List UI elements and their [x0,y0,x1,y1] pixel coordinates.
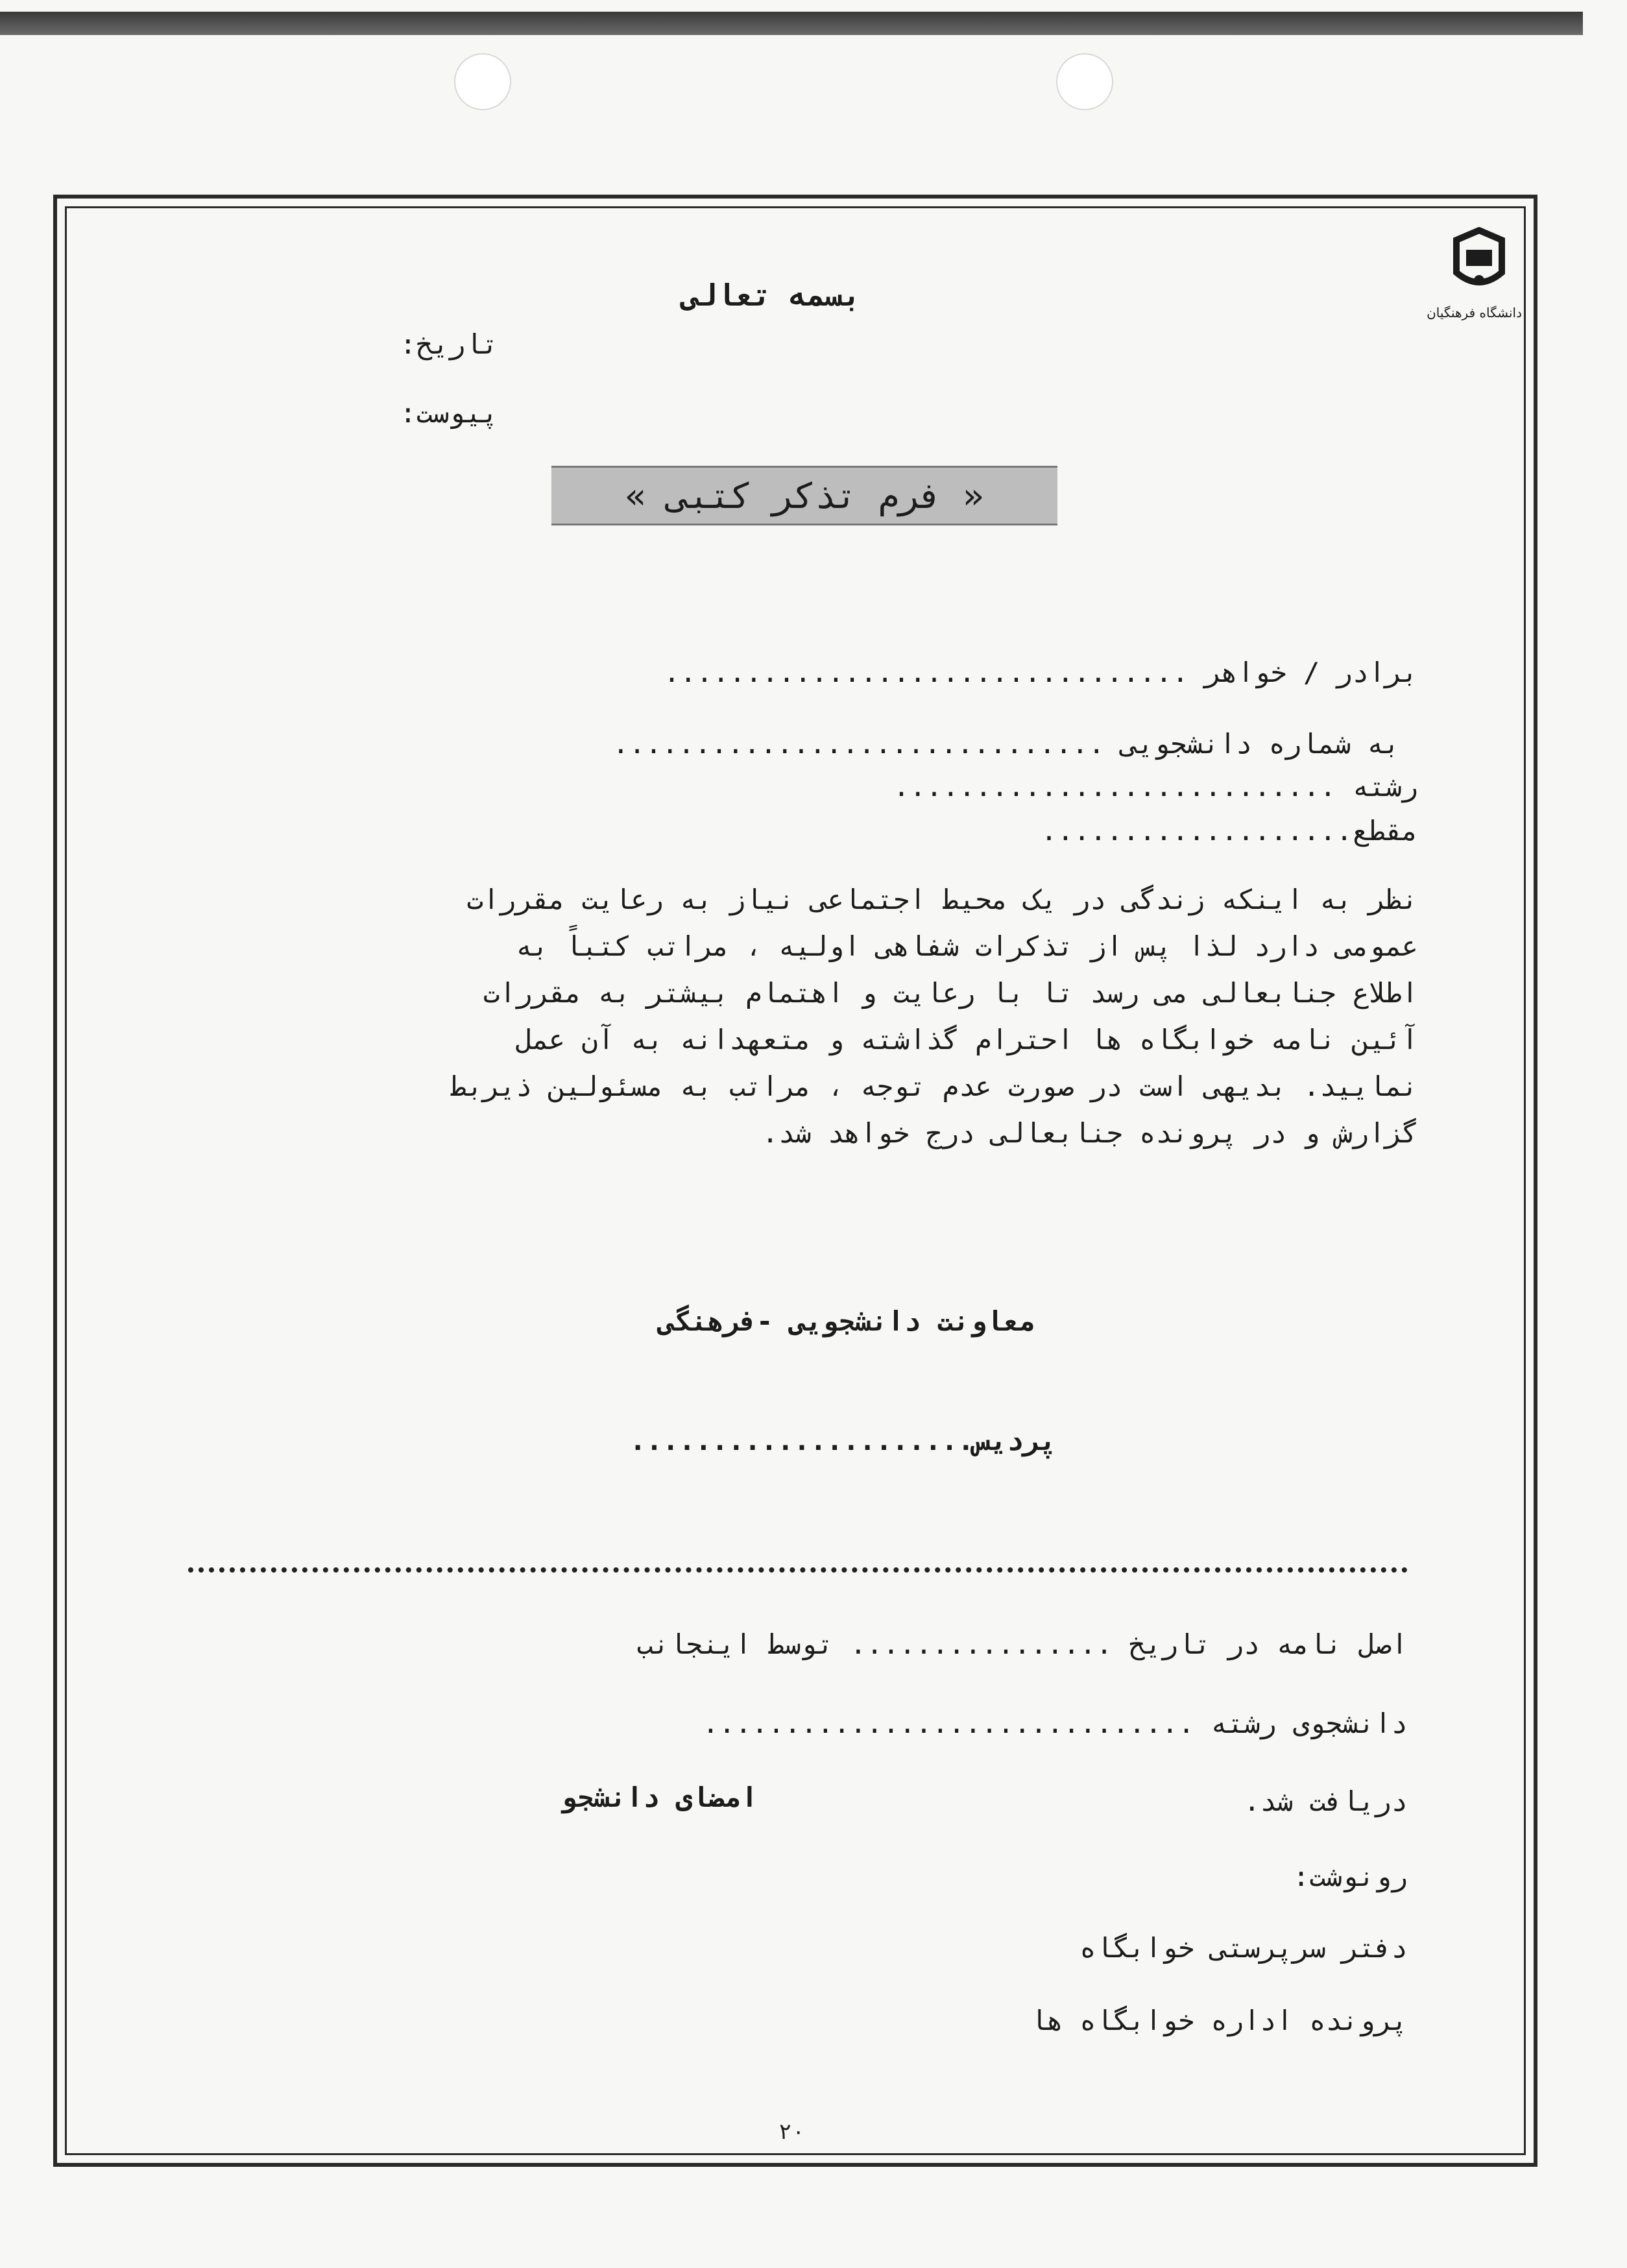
page-number: ۲۰ [778,2119,805,2145]
body-line: نمایید. بدیهی است در صورت عدم توجه ، مراتب به مسئولین ذیربط [450,1070,1418,1102]
body-line: گزارش و در پرونده جنابعالی درج خواهد شد. [762,1117,1418,1149]
form-title-box [551,466,1057,525]
copy-recipient: دفتر سرپرستی خوابگاه [1079,1932,1408,1964]
receipt-line-1: اصل نامه در تاریخ ................ توسط اینجانب [636,1628,1408,1660]
logo-caption: دانشگاه فرهنگیان [1427,305,1522,320]
sibling-line: برادر / خواهر ................................ [663,657,1418,688]
field-line: رشته ........................... [893,771,1418,802]
punch-hole [454,53,511,110]
body-line: نظر به اینکه زندگی در یک محیط اجتماعی نیاز به رعایت مقررات [466,884,1418,915]
copies-label: رونوشت: [1292,1861,1408,1892]
body-line: آئین نامه خوابگاه ها احترام گذاشته و متعهدانه به آن عمل [516,1024,1418,1056]
student-number-line: به شماره دانشجویی .............................. [612,728,1400,760]
signatory-office: معاونت دانشجویی -فرهنگی [658,1305,1035,1337]
student-signature-label: امضای دانشجو [560,1781,758,1813]
copy-recipient: پرونده اداره خوابگاه ها [1030,2005,1408,2036]
form-title: « فرم تذکر کتبی » [625,475,984,516]
level-line: مقطع................... [1041,815,1418,847]
invocation: بسمه تعالی [681,278,861,313]
body-line: اطلاع جنابعالی می رسد تا با رعایت و اهتمام بیشتر به مقررات [483,977,1418,1009]
punch-hole [1056,53,1113,110]
receipt-received: دریافت شد. [1244,1785,1408,1817]
receipt-line-2: دانشجوی رشته .............................. [702,1707,1408,1739]
scan-top-bar [0,12,1583,35]
campus-line: پردیس..................... [629,1425,1056,1456]
attachment-label: پیوست: [400,397,498,429]
separator-dotted-line [188,1567,1408,1573]
body-line: عمومی دارد لذا پس از تذکرات شفاهی اولیه ، مراتب کتباً به [516,930,1418,962]
date-label: تاریخ: [400,328,498,360]
